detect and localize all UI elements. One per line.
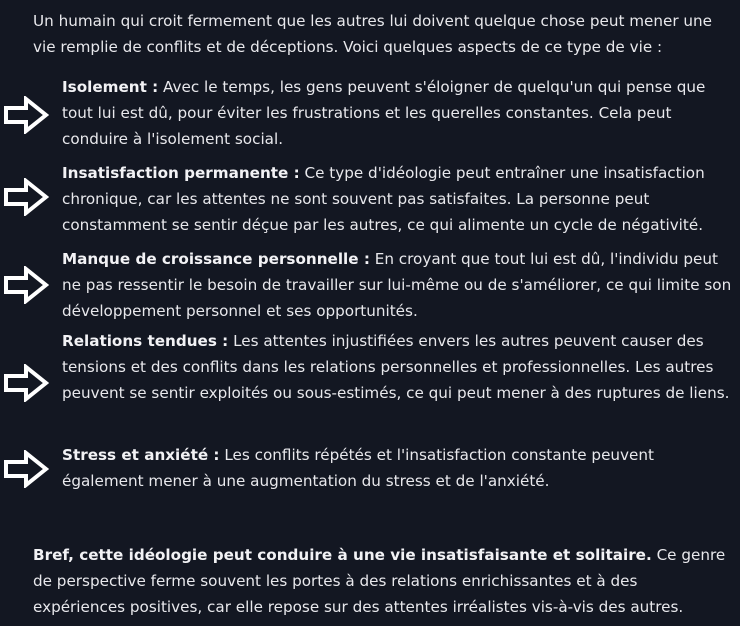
item-title: Stress et anxiété :: [62, 446, 220, 464]
item-title: Manque de croissance personnelle :: [62, 250, 370, 268]
item-text: En croyant que tout lui est dû, l'individu peut ne pas ressentir le besoin de travailler sur lui-même ou de s'améliorer, ce qui limite son développement personnel et ses opportunités.: [62, 250, 732, 320]
conclusion-bold: Bref, cette idéologie peut conduire à une vie insatisfaisante et solitaire.: [33, 546, 652, 564]
right-arrow-outline-icon: [3, 450, 49, 488]
item-text: Ce type d'idéologie peut entraîner une insatisfaction chronique, car les attentes ne sont souvent pas satisfaites. La personne peut constamment se sentir déçue par les autres, ce qui alimente un cycle de négativité.: [62, 164, 705, 234]
right-arrow-outline-icon: [3, 178, 49, 216]
right-arrow-outline-icon: [3, 266, 49, 304]
item-text: Les attentes injustifiées envers les autres peuvent causer des tensions et des conflits dans les relations personnelles et professionnelles. Les autres peuvent se sentir exploités ou sous-estimés, ce qui peut mener à des ruptures de liens.: [62, 332, 730, 402]
conclusion-text: Ce genre de perspective ferme souvent les portes à des relations enrichissantes et à des expériences positives, car elle repose sur des attentes irréalistes vis-à-vis des autres.: [33, 546, 726, 616]
item-text: Les conflits répétés et l'insatisfaction constante peuvent également mener à une augmentation du stress et de l'anxiété.: [62, 446, 654, 490]
right-arrow-outline-icon: [3, 96, 49, 134]
conclusion-paragraph: [33, 542, 733, 620]
item-text: Avec le temps, les gens peuvent s'éloigner de quelqu'un qui pense que tout lui est dû, pour éviter les frustrations et les querelles constantes. Cela peut conduire à l'isolement social.: [62, 78, 706, 148]
item-title: Isolement :: [62, 78, 159, 96]
item-title: Insatisfaction permanente :: [62, 164, 300, 182]
item-title: Relations tendues :: [62, 332, 229, 350]
right-arrow-outline-icon: [3, 364, 49, 402]
intro-paragraph: Un humain qui croit fermement que les autres lui doivent quelque chose peut mener une vie remplie de conflits et de déceptions. Voici quelques aspects de ce type de vie :: [33, 12, 713, 56]
